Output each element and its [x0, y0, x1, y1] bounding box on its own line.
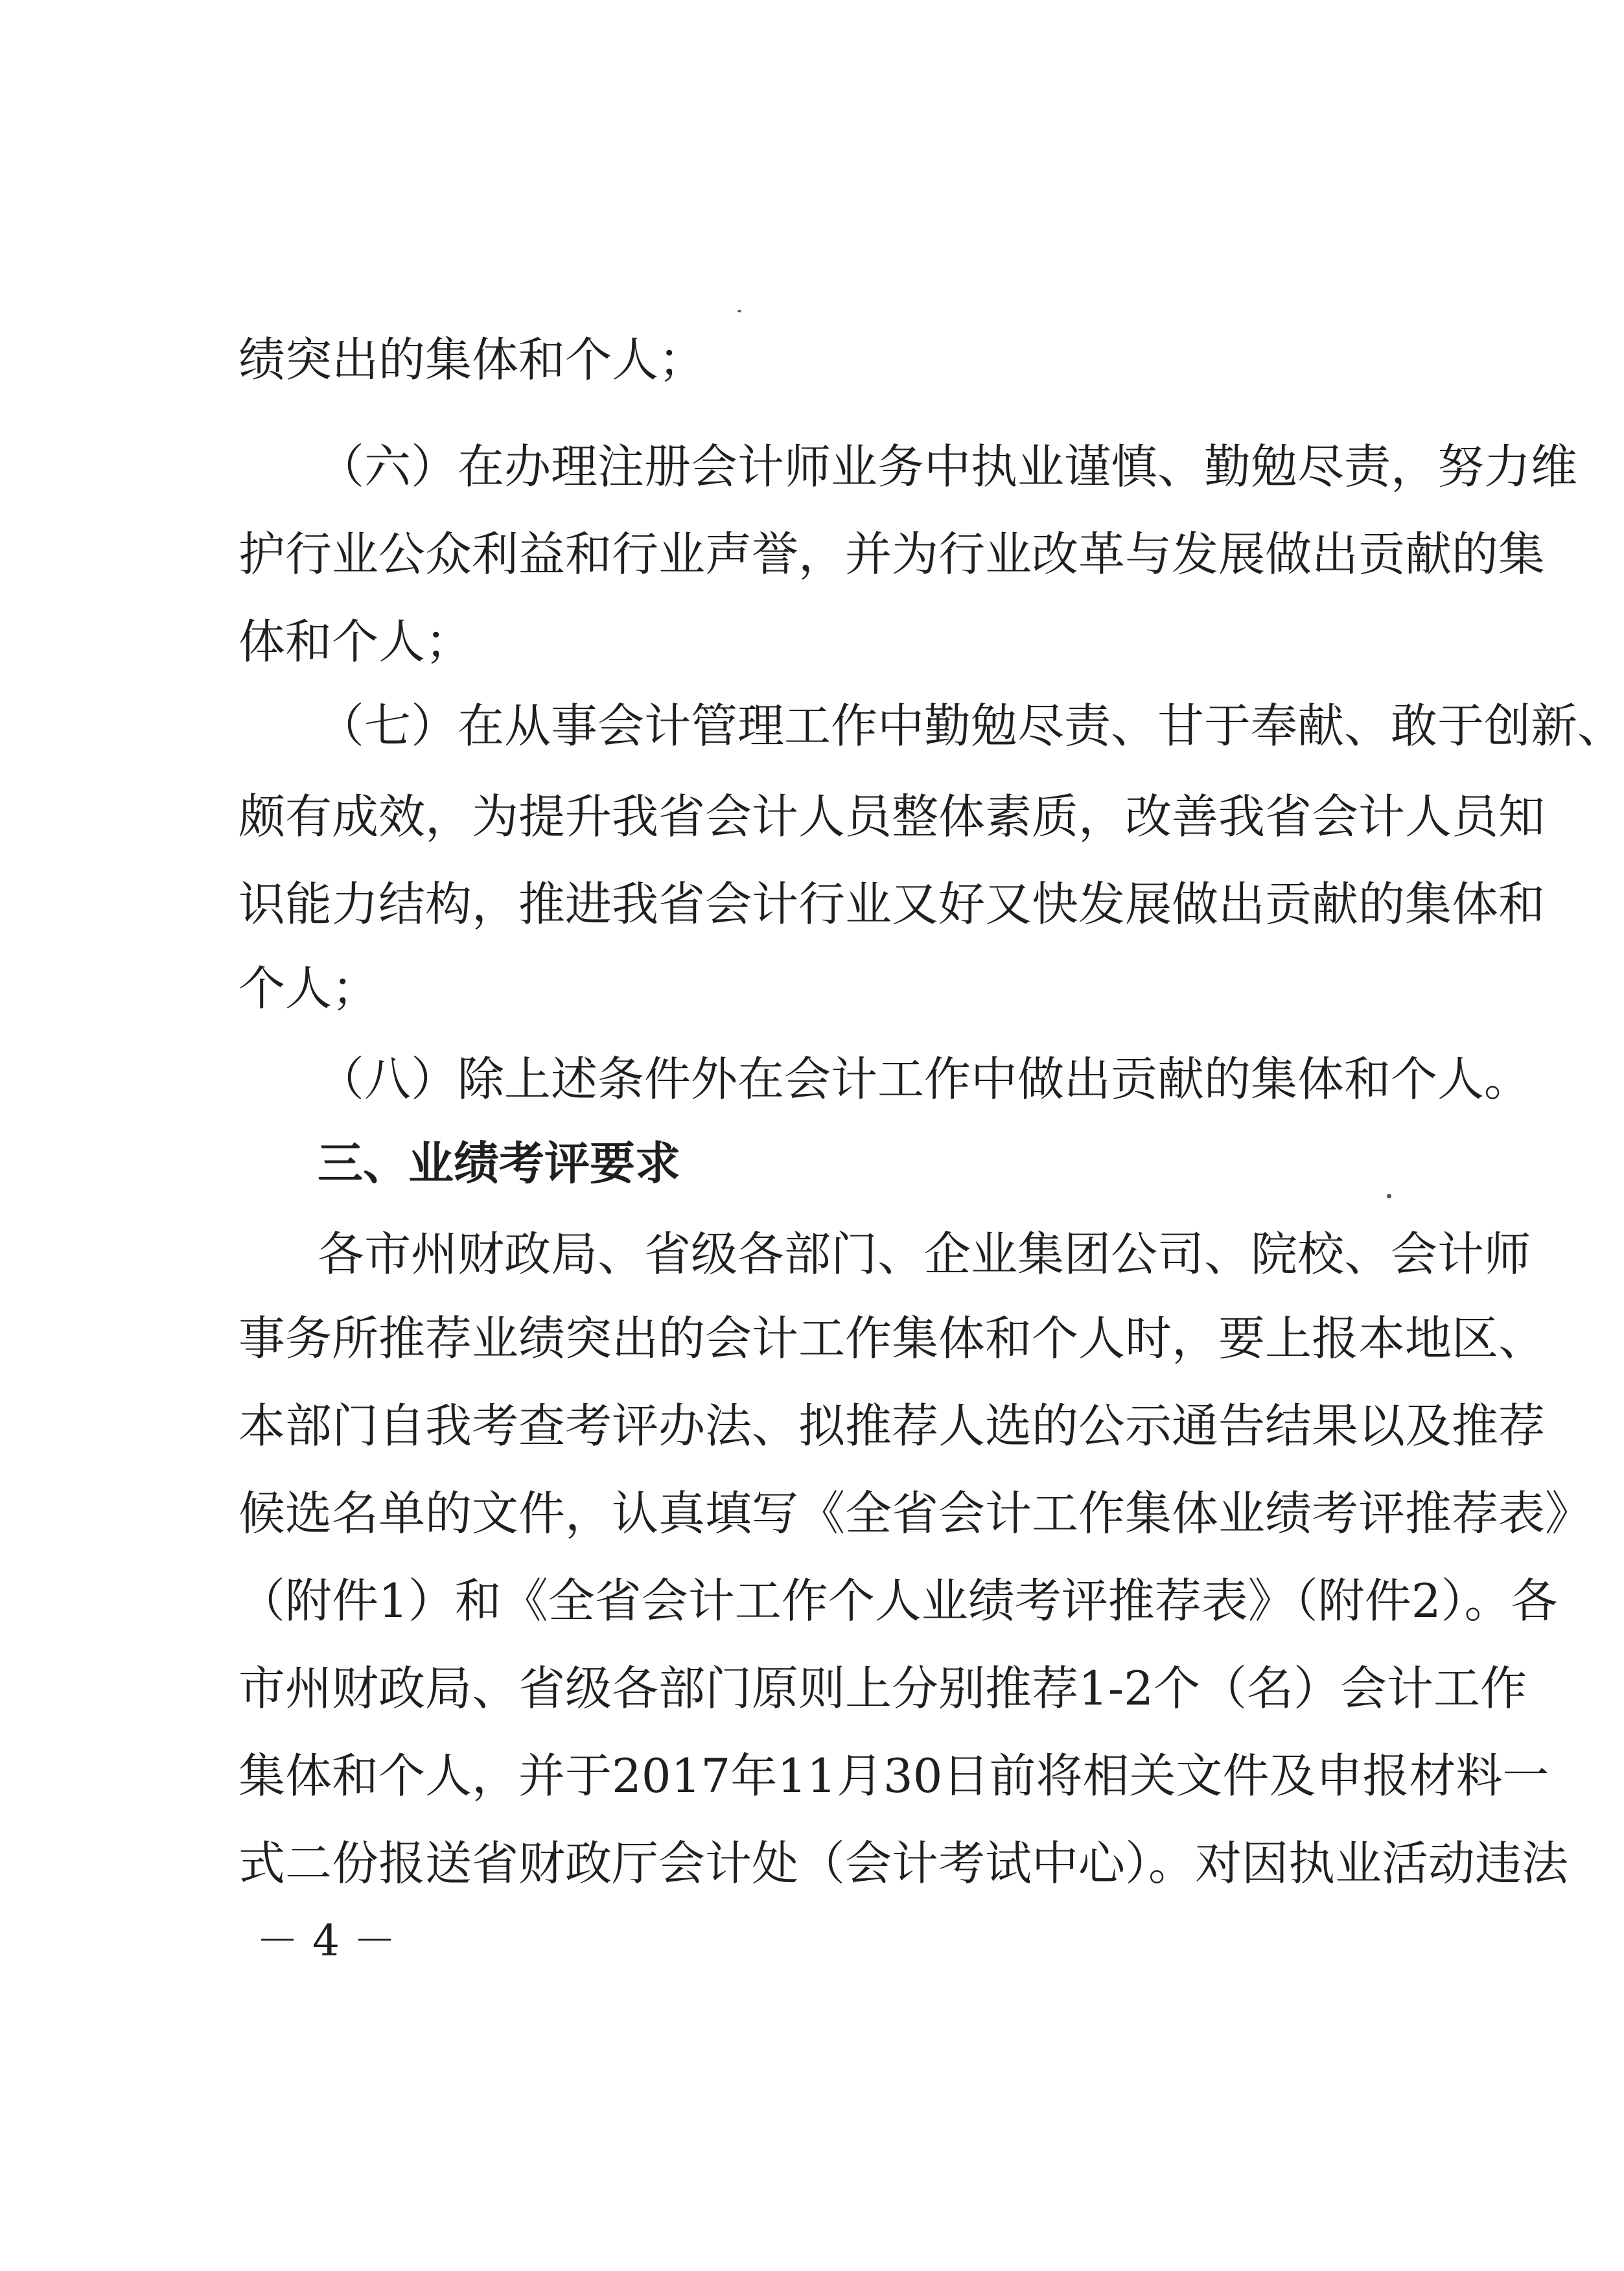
scan-speck	[737, 310, 741, 312]
text-line-12: 事务所推荐业绩突出的会计工作集体和个人时，要上报本地区、	[238, 1311, 1546, 1366]
text-line-16: 市州财政局、省级各部门原则上分别推荐1-2个（名）会计工作	[238, 1661, 1527, 1716]
text-line-17: 集体和个人，并于2017年11月30日前将相关文件及申报材料一	[238, 1749, 1549, 1803]
scan-speck	[1387, 1194, 1391, 1198]
text-line-1: 绩突出的集体和个人；	[238, 332, 706, 387]
text-line-11: 各市州财政局、省级各部门、企业集团公司、院校、会计师	[318, 1227, 1531, 1281]
text-line-13: 本部门自我考查考评办法、拟推荐人选的公示通告结果以及推荐	[238, 1399, 1546, 1453]
text-line-15: （附件1）和《全省会计工作个人业绩考评推荐表》（附件2）。各	[238, 1574, 1558, 1628]
page-number: － 4 －	[256, 1916, 396, 1966]
text-line-6: 颇有成效，为提升我省会计人员整体素质，改善我省会计人员知	[238, 789, 1546, 844]
text-line-3: 护行业公众利益和行业声誉，并为行业改革与发展做出贡献的集	[238, 527, 1546, 581]
text-line-4: 体和个人；	[238, 614, 472, 669]
text-line-7: 识能力结构，推进我省会计行业又好又快发展做出贡献的集体和	[238, 877, 1546, 931]
text-line-18: 式二份报送省财政厅会计处（会计考试中心）。对因执业活动违法	[238, 1836, 1569, 1891]
text-line-2: （六）在办理注册会计师业务中执业谨慎、勤勉尽责，努力维	[318, 439, 1578, 494]
section-heading: 三、业绩考评要求	[318, 1137, 680, 1190]
text-line-5: （七）在从事会计管理工作中勤勉尽责、甘于奉献、敢于创新、	[318, 699, 1624, 753]
text-line-14: 候选名单的文件，认真填写《全省会计工作集体业绩考评推荐表》	[238, 1486, 1592, 1541]
text-line-8: 个人；	[238, 961, 379, 1016]
text-line-9: （八）除上述条件外在会计工作中做出贡献的集体和个人。	[318, 1052, 1531, 1106]
